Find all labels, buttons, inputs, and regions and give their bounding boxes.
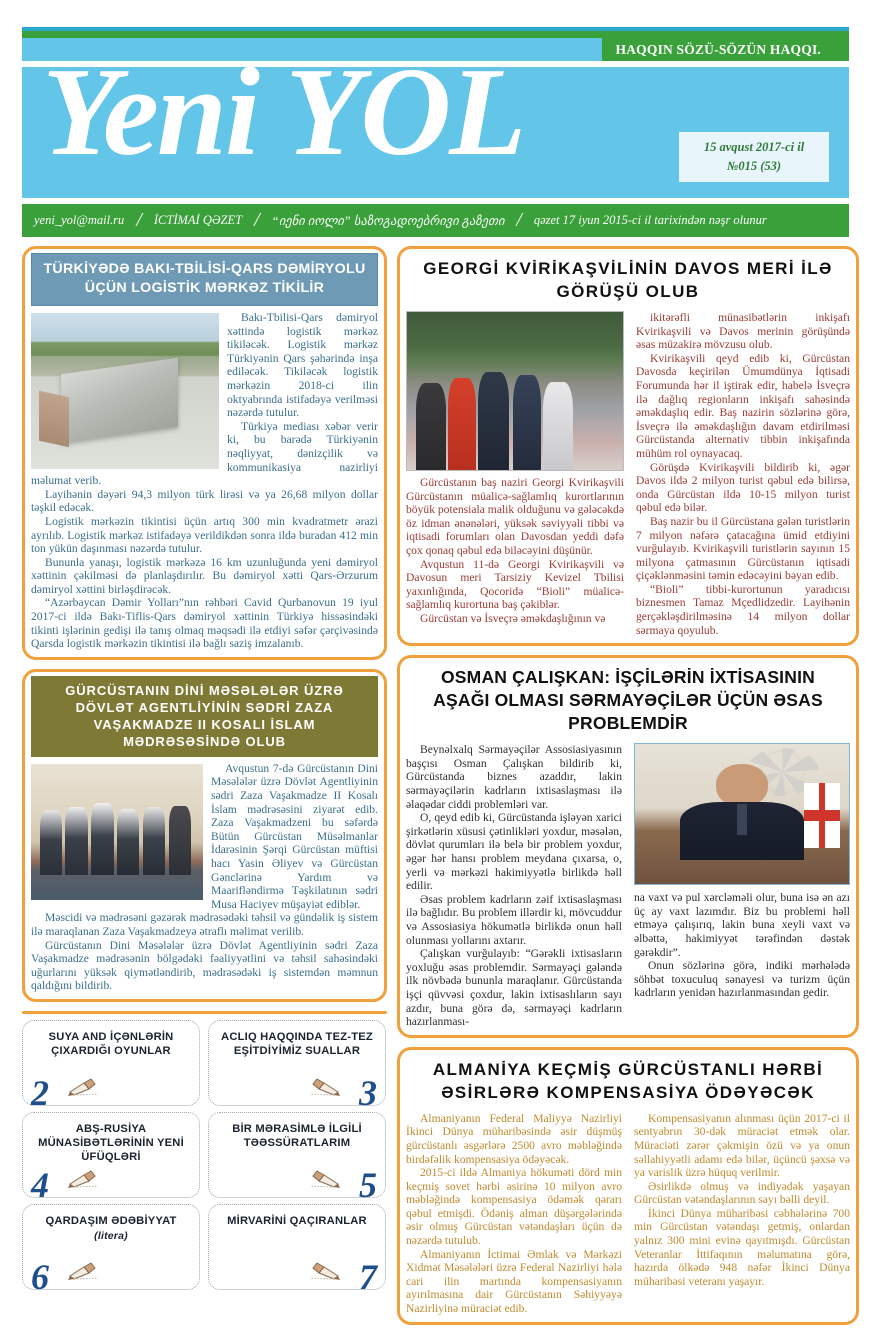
issue-date: 15 avqust 2017-ci il [703,140,805,154]
index-row-1 [22,1020,387,1113]
index-item-5-title: BİR MƏRASİMLƏ İLGİLİ TƏƏSSÜRATLARIM [232,1122,362,1149]
davos-para-3: Gürcüstan və İsveçrə əməkdaşlığının və [420,611,606,625]
article-davos-headline: GEORGİ KVİRİKAŞVİLİNİN DAVOS MERİ İLƏ GÖRÜŞÜ OLUB [423,259,833,301]
article-logistics-headline: TÜRKİYƏDƏ BAKI-TBİLİSİ-QARS DƏMİRYOLU ÜÇÜN LOGİSTİK MƏRKƏZ TİKİLİR [31,253,378,306]
index-item-2-page: 2 [31,1072,49,1113]
index-item-2-title: SUYA AND İÇƏNLƏRİN ÇIXARDIĞI OYUNLAR [48,1030,174,1057]
compensation-para-r3: İkinci Dünya müharibəsi cəbhələrinə 700 min Gürcüstan vətəndaşı getmiş, onlardan yalnız 300 mini evinə qayıtmışdı. Gürcüstan Veteranlar İttifaqının məlumatına görə, hazırda ölkədə 948 nəfər İkinci Dünya müharibəsi veteranı yaşayır. [634,1206,850,1288]
index-item-7-page: 7 [359,1256,377,1297]
index-item-7[interactable] [208,1204,386,1297]
masthead-green-bar [22,31,849,38]
masthead-slogan: HAQQIN SÖZÜ-SÖZÜN HAQQI. [602,38,849,61]
contact-email[interactable]: yeni_yol@mail.ru [34,213,125,227]
kvirikashvili-delegation-photo [406,311,624,471]
index-item-6-page: 6 [31,1256,49,1297]
page-content [0,246,871,1334]
masthead-info-bar [22,204,849,237]
issue-number: №015 (53) [726,159,782,173]
investors-para-r1: na vaxt və pul xərcləməli olur, buna isə ən azı üç ay vaxt lazımdır. Biz bu problemi həll etməyə çalışırıq, lakin buna xeyli vaxt və əlbəttə, hakimiyyət tərəfindən dəstək gərəkdir”. [634,891,850,959]
paper-type: İCTİMAİ QƏZET [153,213,243,227]
article-investors-right-col [634,743,850,1028]
davos-para-r5: “Bioli” tibbi-kurortunun yaradıcısı biznesmen Tamaz Mçedlidzedir. Layihənin gerçəkləşdirilməsinə 14 milyon dollar sərmaya qoyulub. [636,582,850,637]
article-davos-left-col [406,311,624,637]
logistics-para-5: Bununla yanaşı, logistik mərkəzə 16 km uzunluğunda yeni dəmiryol xəttinin çəkilməsi də planlaşdırılır. Bu dəmiryol xətti Qars-Ərzurum dəmiryol xəttini birləşdirəcək. [31,555,378,596]
georgian-subtitle: “იენი იოლი” საზოგადოებრივი გაზეთი [271,213,505,228]
index-row-3 [22,1204,387,1297]
davos-para-r4: Baş nazir bu il Gürcüstana gələn turistlərin 7 milyon nəfərə çatacağına ümid etdiyini vurğulayıb. Kvirikaşvili turistlərin sayının 15 milyona çatmasının Gürcüstanın iqtisadi çiçəklənməsini təmin edəcəyini bəyan edib. [636,514,850,583]
contents-index [22,1020,387,1297]
index-item-4-page: 4 [31,1164,49,1205]
compensation-para-3: Almaniyanın İctimai Əmlak və Mərkəzi Xidmət Məsələləri üzrə Federal Nazirliyi hələ cari ilin martında kompensasiyanın ayırılmasına dair Gürcüstanın Səhiyyəyə Nazirliyinə müraciət edib. [406,1247,622,1316]
madrasa-group-photo [31,764,203,900]
article-davos[interactable] [397,246,859,646]
index-item-3[interactable] [208,1020,386,1113]
investors-para-r2: Onun sözlərinə görə, indiki mərhələdə söhbət toxuculuq sənayesi və turizm üçün kadrların yenidən hazırlanmasından gedir. [634,959,850,1000]
logistics-para-3: Layihənin dəyəri 94,3 milyon türk lirəsi və ya 26,68 milyon dollar təşkil edəcək. [31,487,378,515]
index-row-2 [22,1112,387,1205]
info-separator-3: / [516,209,522,231]
issue-dateline [679,132,829,182]
title-word-yeni: Yeni [42,43,286,182]
madrasa-para-1: Avqustun 7-də Gürcüstanın Dini Məsələlər üzrə Dövlət Agentliyinin sədri Zaza Vaşakmadze II Kosalı İslam mədrəsəsini ziyarət edib. Zaza Vaşakmadzeni bu səfərdə Bütün Gürcüstan Müsəlmanlar İdarəsinin Şərqi Gürcüstan müftisi hacı Yasin Əliyev və Gürcüstan Gənclərinə Yardım və Maarifləndirmə Təşkilatının sədri Musa Haciyev müşayiət ediblər. [211,761,378,911]
investors-para-1: Beynəlxalq Sərmayəçilər Assosiasiyasının başçısı Osman Çalışkan bildirib ki, Gürcüstanda biznes azaddır, lakin sərmayəçilərin kadrların ixtisaslaşması ilə əlaqədar ciddi problemləri var. [406,743,622,811]
article-madrasa-body [31,762,378,993]
article-davos-body [406,311,850,637]
article-madrasa-headline: GÜRCÜSTANIN DİNİ MƏSƏLƏLƏR ÜZRƏ DÖVLƏT AGENTLİYİNİN SƏDRİ ZAZA VAŞAKMADZE II KOSALI İSLAM MƏDRƏSƏSİNDƏ OLUB [31,676,378,757]
investors-para-3: Əsas problem kadrların zəif ixtisaslaşması ilə bağlıdır. Bu problem illərdir ki, mövcuddur və Assosiasiya hökumətlə birlikdə onun həll olunması yollarını axtarır. [406,892,622,947]
pen-icon [305,1077,341,1097]
davos-para-2: Avqustun 11-də Georgi Kvirikaşvili və Davosun meri Tarsiziy Kevizel Tbilisi yaxınlığında, Qocoridə “Bioli” müalicə-sağlamlıq kurortuna baş çəkiblər. [406,557,624,612]
logistics-para-2: Türkiyə mediası xəbər verir ki, bu barədə Türkiyənin nəqliyyat, dənizçilik və kommunikasiya nazirliyi məlumat verib. [31,419,378,488]
madrasa-para-2: Məscidi və mədrəsəni gəzərək mədrəsədəki təhsil və gündəlik iş sistem ilə maraqlanan Zaza Vaşakmadzeyə ətraflı məlimat verilib. [31,911,378,938]
logistics-center-photo [31,313,219,469]
index-item-5-page: 5 [359,1164,377,1205]
left-column-divider [22,1011,387,1014]
article-compensation-body [406,1112,850,1316]
masthead [0,0,871,246]
article-logistics-body [31,311,378,651]
article-investors-body [406,743,850,1028]
pen-icon [305,1169,341,1189]
article-madrasa[interactable] [22,669,387,1002]
pen-icon [67,1261,103,1281]
index-item-5[interactable] [208,1112,386,1205]
index-item-3-page: 3 [359,1072,377,1113]
logistics-para-4: Logistik mərkəzin tikintisi üçün artıq 300 min kvadratmetr ərazi ayrılıb. Logistik mərkəz istifadəyə verildikdən sonra ildə buradan 412 min ton yükün daşınması nəzərdə tutulur. [31,514,378,556]
founded-note: qəzet 17 iyun 2015-ci il tarixindən nəşr olunur [533,213,767,227]
index-item-2[interactable] [22,1020,200,1113]
article-compensation-headline: ALMANİYA KEÇMİŞ GÜRCÜSTANLI HƏRBİ ƏSİRLƏRƏ KOMPENSASİYA ÖDƏYƏCƏK [432,1059,824,1102]
article-davos-right-col [636,311,850,637]
newspaper-title [42,43,525,182]
index-item-6-title [29,1214,193,1243]
index-item-4-title: ABŞ-RUSİYA MÜNASİBƏTLƏRİNİN YENİ ÜFÜQLƏRİ [38,1122,184,1163]
pen-icon [67,1169,103,1189]
info-separator-1: / [136,209,142,231]
index-item-6-main: QARDAŞIM ƏDƏBİYYAT [45,1214,177,1227]
logistics-para-6: “Azərbaycan Dəmir Yolları”nın rəhbəri Cavid Qurbanovun 19 iyul 2017-ci ildə Bakı-Tiflis-Qars dəmiryol xəttinin Türkiyə hissəsindəki tikinti işlərinin gedişi ilə tanış olmaq məqsədi ilə etdiyi səfər çərçivəsində Qarsda logistik mərkəzin tikintisi ilə bağlı saziş imzalanıb. [31,596,378,651]
article-investors[interactable] [397,655,859,1037]
investors-para-2: O, qeyd edib ki, Gürcüstanda işləyən xarici şirkətlərin xüsusi çətinlikləri yoxdur, məsələn, dövlət qurumları ilə belə bir problem yoxdur, əgər hər hansı problem meydana çıxarsa, o, yerli və mərkəzi hakimiyyətlə birlikdə həll edilir. [406,811,622,893]
davos-para-r1: ikitərəfli münasibətlərin inkişafı Kvirikaşvili və Davos merinin görüşündə əsas müzakirə mövzusu olub. [636,311,850,352]
article-investors-left-col [406,743,622,1028]
pen-icon [67,1077,103,1097]
index-item-6[interactable] [22,1204,200,1297]
index-item-6-sub: (litera) [94,1229,128,1242]
logistics-para-1: Bakı-Tbilisi-Qars dəmiryol xəttində logistik mərkəz tikiləcək. Logistik mərkəz Türkiyənin Qars şəhərində inşa ediləcək. Tikiləcək logistik mərkəzin 2018-ci ilin oktyabrında istifadəyə verilməsi nəzərdə tutulur. [227,311,378,420]
compensation-para-1: Almaniyanın Federal Maliyyə Nazirliyi İkinci Dünya müharibəsində əsir düşmüş gürcüstanlı əsgərlərə 2500 avro məbləğində birdəfəlik kompensasiya ödəyəcək. [406,1111,622,1166]
title-word-yol: YOL [285,43,525,182]
columns-wrapper [22,246,849,1334]
osman-caliskan-portrait [634,743,850,885]
info-separator-2: / [254,209,260,231]
investors-para-4: Çalışkan vurğulayıb: “Gərəkli ixtisasların yoxluğu əsas problemdir. Sərmayəçi gələndə ilk növbədə bununla maraqlanır. Gürcüstanda işçi qüvvəsi çoxdur, lakin ixtisaslıların sayı azdır, buna görə də, sərmayəçi kadrların hazırlanması- [406,947,622,1029]
index-item-4[interactable] [22,1112,200,1205]
davos-para-r2: Kvirikaşvili qeyd edib ki, Gürcüstan Davosda keçirilən Ümumdünya İqtisadi Forumunda hər il iştirak edir, habelə İsveçrə ilə dağlıq regionların inkişafı sahəsində əməkdaşlıq edir. Baş nazirin sözlərinə görə, İsveçrə ilə əməkdaşlığın davam etdirilməsi Gürcüstanda alternativ tibbin inkişafında mühüm rol oynayacaq. [636,351,850,460]
compensation-para-r1: Kompensasiyanın alınması üçün 2017-ci il sentyabrın 30-dək müraciət etmək olar. Müraciəti zərər çəkmişin özü və ya onun səllahiyyətli adamı edə bilər, üçüncü şəxsə və ya varislik üzrə hüquq verilmir. [634,1111,850,1180]
compensation-para-r2: Əsirlikdə olmuş və indiyədək yaşayan Gürcüstan vətəndaşlarının sayı bəlli deyil. [634,1179,850,1207]
pen-icon [305,1261,341,1281]
index-item-3-title: ACLIQ HAQQINDA TEZ-TEZ EŞİTDİYİMİZ SUALLAR [221,1030,373,1057]
article-compensation[interactable] [397,1047,859,1325]
article-logistics[interactable] [22,246,387,660]
article-investors-headline: OSMAN ÇALIŞKAN: İŞÇİLƏRİN İXTİSASININ AŞAĞI OLMASI SƏRMAYƏÇİLƏR ÜÇÜN ƏSAS PROBLEMDİR [433,667,823,734]
davos-para-1: Gürcüstanın baş naziri Georgi Kvirikaşvili Gürcüstanın müalicə-sağlamlıq kurortlarının böyük potensiala malik olduğunu və gələcəkdə öz idman ənənələri, yüksək səviyyəli tibbi və iqtisadi forumları olan Davosdan yeddi dəfə çox qonaq qəbul edə biləcəyini düşünür. [406,476,624,557]
madrasa-para-3: Gürcüstanın Dini Məsələlər üzrə Dövlət Agentliyinin sədri Zaza Vaşakmadze mədrəsənin bölgədəki fəaliyyətlini və təhsil sahəsindəki uğurlarını yüksək qiymətləndirib, mədrəsədəki iş sistemdən məmnun qaldığını bildirib. [31,938,378,993]
index-item-7-title: MİRVARİNİ QAÇIRANLAR [227,1214,367,1227]
left-column [22,246,387,1296]
compensation-para-2: 2015-ci ildə Almaniya hökuməti dörd min keçmiş sovet hərbi əsirinə 10 milyon avro məbləğində kompensasiya ödəmək qərarı qəbul etmişdi. Ödəniş alman düşərgələrində əsir olmuş Gürcüstan vətəndaşları üçün də nəzərdə tutulub. [406,1166,622,1248]
davos-para-r3: Görüşdə Kvirikaşvili bildirib ki, əgər Davos ildə 2 milyon turist qəbul edə bilirsə, onda Gürcüstan ildə 10-15 milyon turist qəbul edə bilər. [636,460,850,515]
right-column [397,246,859,1334]
